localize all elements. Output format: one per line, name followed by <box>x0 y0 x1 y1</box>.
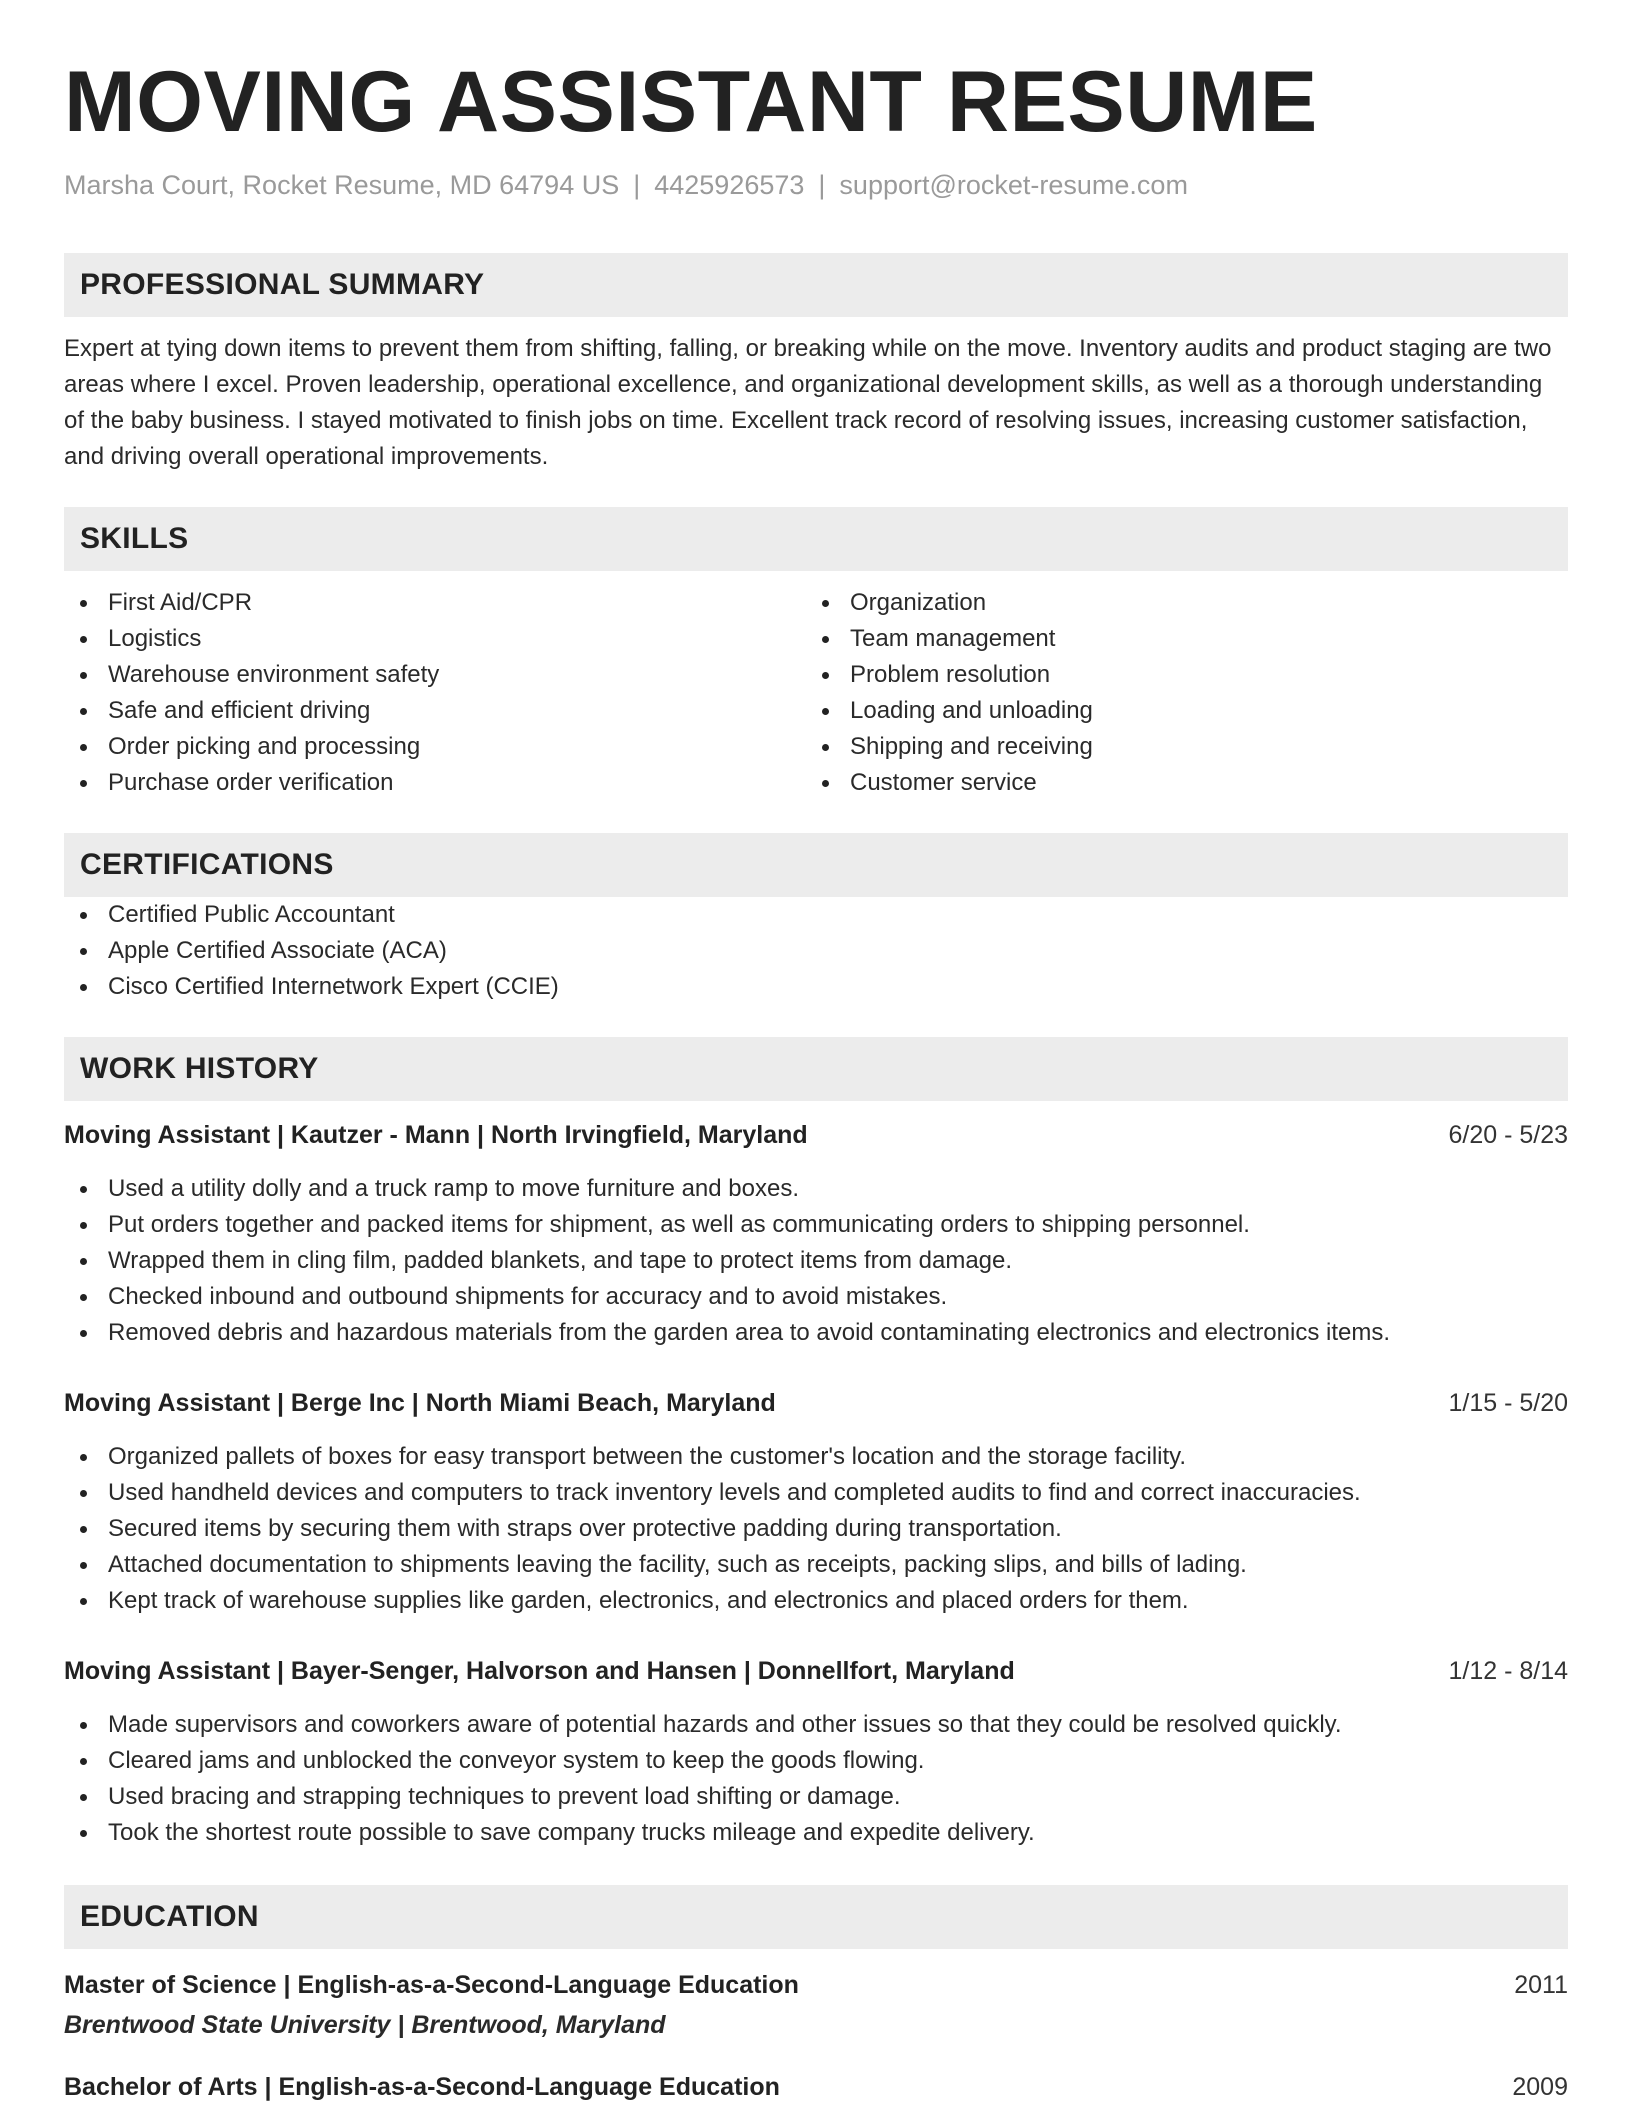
skill-item: Loading and unloading <box>806 693 1548 729</box>
skill-item: Order picking and processing <box>64 729 806 765</box>
section-header-summary: PROFESSIONAL SUMMARY <box>64 253 1568 317</box>
skill-item: Safe and efficient driving <box>64 693 806 729</box>
job-title: Moving Assistant | Berge Inc | North Miami Beach, Maryland <box>64 1389 776 1417</box>
section-header-education: EDUCATION <box>64 1885 1568 1949</box>
skills-list-left <box>64 585 806 801</box>
skills-column-left <box>64 585 806 801</box>
skill-item: Team management <box>806 621 1548 657</box>
job-duty-item: Checked inbound and outbound shipments for accuracy and to avoid mistakes. <box>64 1279 1568 1315</box>
job-duty-item: Made supervisors and coworkers aware of potential hazards and other issues so that they could be resolved quickly. <box>64 1707 1568 1743</box>
job-duty-item: Organized pallets of boxes for easy transport between the customer's location and the storage facility. <box>64 1439 1568 1475</box>
job-duty-item: Took the shortest route possible to save company trucks mileage and expedite delivery. <box>64 1815 1568 1851</box>
education-degree: Bachelor of Arts | English-as-a-Second-Language Education <box>64 2073 780 2101</box>
contact-phone: 4425926573 <box>654 170 805 200</box>
skill-item: Logistics <box>64 621 806 657</box>
contact-line <box>64 168 1568 202</box>
contact-separator: | <box>633 170 641 200</box>
certification-item: Certified Public Accountant <box>64 897 1568 933</box>
section-header-skills: SKILLS <box>64 507 1568 571</box>
job-duty-item: Wrapped them in cling film, padded blankets, and tape to protect items from damage. <box>64 1243 1568 1279</box>
skills-list-right <box>806 585 1548 801</box>
skill-item: Shipping and receiving <box>806 729 1548 765</box>
job-title-row <box>64 1117 1568 1153</box>
skill-item: Warehouse environment safety <box>64 657 806 693</box>
job-duty-item: Used bracing and strapping techniques to prevent load shifting or damage. <box>64 1779 1568 1815</box>
certifications-list <box>64 897 1568 1005</box>
education-degree: Master of Science | English-as-a-Second-Language Education <box>64 1971 799 1999</box>
resume-title: MOVING ASSISTANT RESUME <box>64 54 1318 150</box>
job-title-row <box>64 1385 1568 1421</box>
education-school: Brentwood State University | Brentwood, Maryland <box>64 2011 666 2039</box>
skill-item: Customer service <box>806 765 1548 801</box>
certification-item: Apple Certified Associate (ACA) <box>64 933 1568 969</box>
contact-email[interactable]: support@rocket-resume.com <box>839 170 1188 200</box>
job-dates: 1/15 - 5/20 <box>1448 1389 1568 1417</box>
job-entry <box>64 1653 1568 1851</box>
skill-item: Purchase order verification <box>64 765 806 801</box>
education-year: 2011 <box>1514 1971 1568 1999</box>
job-duty-item: Cleared jams and unblocked the conveyor system to keep the goods flowing. <box>64 1743 1568 1779</box>
education-entry <box>64 1967 1568 2043</box>
job-duty-item: Put orders together and packed items for shipment, as well as communicating orders to shipping personnel. <box>64 1207 1568 1243</box>
skill-item: First Aid/CPR <box>64 585 806 621</box>
skills-grid <box>64 585 1568 801</box>
job-duties-list <box>64 1171 1568 1351</box>
job-title: Moving Assistant | Bayer-Senger, Halvorson and Hansen | Donnellfort, Maryland <box>64 1657 1015 1685</box>
skills-column-right <box>806 585 1548 801</box>
job-duty-item: Secured items by securing them with straps over protective padding during transportation. <box>64 1511 1568 1547</box>
contact-address: Marsha Court, Rocket Resume, MD 64794 US <box>64 170 620 200</box>
job-dates: 1/12 - 8/14 <box>1448 1657 1568 1685</box>
education-year: 2009 <box>1512 2073 1568 2101</box>
section-header-work-history: WORK HISTORY <box>64 1037 1568 1101</box>
contact-separator: | <box>818 170 826 200</box>
job-title-row <box>64 1653 1568 1689</box>
job-duty-item: Used handheld devices and computers to track inventory levels and completed audits to find and correct inaccuracies. <box>64 1475 1568 1511</box>
job-duties-list <box>64 1439 1568 1619</box>
skill-item: Organization <box>806 585 1548 621</box>
certification-item: Cisco Certified Internetwork Expert (CCIE) <box>64 969 1568 1005</box>
job-entry <box>64 1117 1568 1351</box>
job-title: Moving Assistant | Kautzer - Mann | North Irvingfield, Maryland <box>64 1121 808 1149</box>
job-duty-item: Removed debris and hazardous materials from the garden area to avoid contaminating electronics and electronics items. <box>64 1315 1568 1351</box>
skill-item: Problem resolution <box>806 657 1548 693</box>
job-entry <box>64 1385 1568 1619</box>
job-duty-item: Kept track of warehouse supplies like garden, electronics, and electronics and placed orders for them. <box>64 1583 1568 1619</box>
job-duty-item: Attached documentation to shipments leaving the facility, such as receipts, packing slips, and bills of lading. <box>64 1547 1568 1583</box>
education-row <box>64 1967 1568 2003</box>
section-header-certifications: CERTIFICATIONS <box>64 833 1568 897</box>
job-dates: 6/20 - 5/23 <box>1448 1121 1568 1149</box>
education-entry <box>64 2069 1568 2105</box>
job-duties-list <box>64 1707 1568 1851</box>
job-duty-item: Used a utility dolly and a truck ramp to move furniture and boxes. <box>64 1171 1568 1207</box>
summary-text: Expert at tying down items to prevent them from shifting, falling, or breaking while on the move. Inventory audits and product staging are two areas where I excel. Proven leadership, operational excellence, and organizational development skills, as well as a thorough understanding of the baby business. I stayed motivated to finish jobs on time. Excellent track record of resolving issues, increasing customer satisfaction, and driving overall operational improvements. <box>64 335 1552 470</box>
education-row <box>64 2069 1568 2105</box>
